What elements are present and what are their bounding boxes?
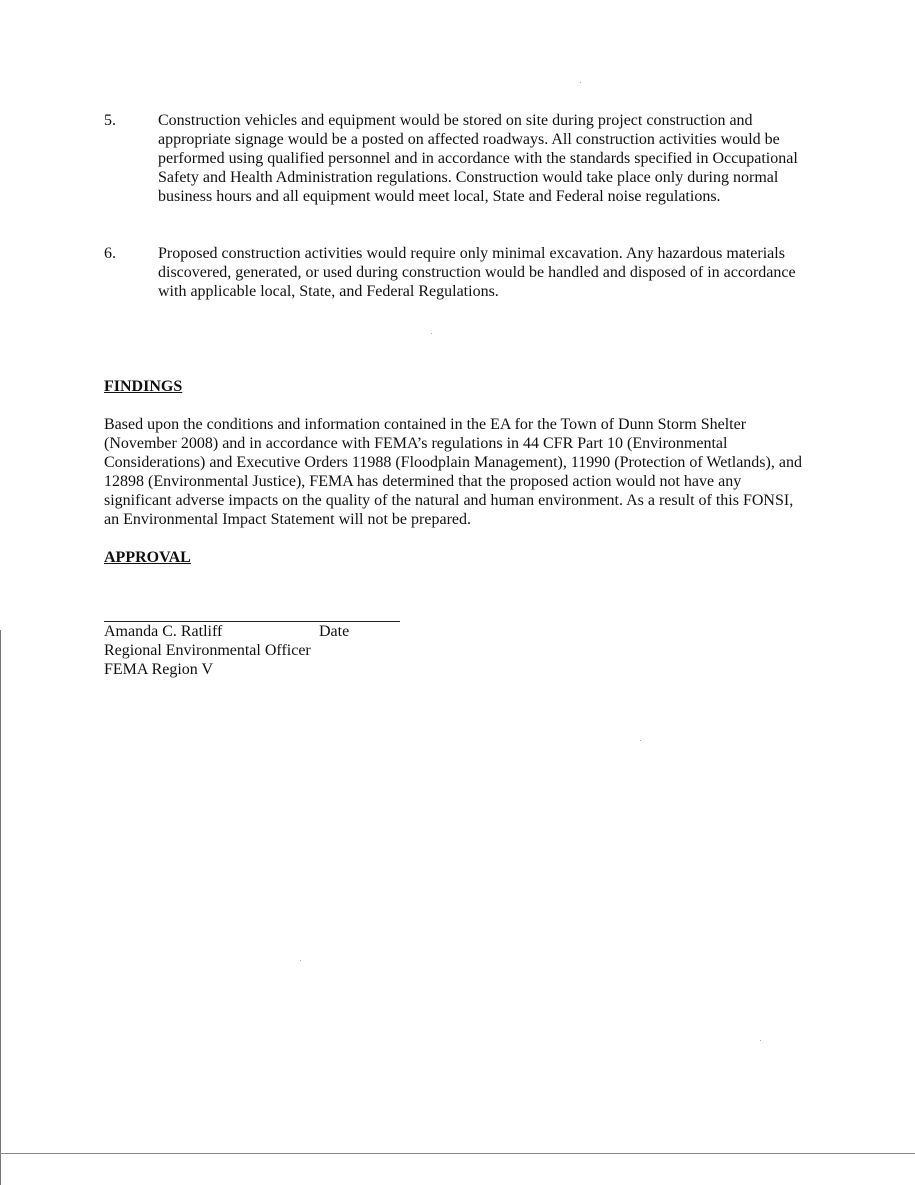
findings-paragraph: Based upon the conditions and information contained in the EA for the Town of Dunn Storm Shelter (November 2008) and in accordance with FEMA’s regulations in 44 CFR Part 10 (Environmental Considerations) and Executive Orders 11988 (Floodplain Management), 11990 (Protection of Wetlands), and 12898 (Environmental Justice), FEMA has determined that the proposed action would not have any significant adverse impacts on the quality of the natural and human environment. As a result of this FONSI, an Environmental Impact Statement will not be prepared.: [104, 416, 802, 528]
signatory-title: Regional Environmental Officer: [104, 642, 311, 659]
scan-speck: [580, 82, 581, 83]
scan-speck: [300, 960, 301, 961]
scan-left-edge: [0, 630, 1, 1185]
scan-speck: [431, 333, 432, 334]
date-label: Date: [319, 623, 350, 640]
item-text-5: Construction vehicles and equipment would be stored on site during project construction and appropriate signage would be a posted on affected roadways. All construction activities would be performed using qualified personnel and in accordance with the standards specified in Occupational Safety and Health Administration regulations. Construction would take place only during normal business hours and all equipment would meet local, State and Federal noise regulations.: [158, 112, 798, 205]
scan-speck: [640, 740, 641, 741]
scan-bottom-rule: [0, 1153, 915, 1154]
item-text-6: Proposed construction activities would require only minimal excavation. Any hazardous materials discovered, generated, or used during construction would be handled and disposed of in accordance with applicable local, State, and Federal Regulations.: [158, 245, 796, 300]
signatory-organization: FEMA Region V: [104, 661, 214, 678]
item-number-6: 6.: [104, 245, 116, 262]
item-number-5: 5.: [104, 112, 116, 129]
scan-speck: [760, 1040, 761, 1041]
approval-heading: APPROVAL: [104, 549, 191, 566]
findings-heading: FINDINGS: [104, 378, 183, 395]
signatory-name: Amanda C. Ratliff: [104, 623, 223, 640]
